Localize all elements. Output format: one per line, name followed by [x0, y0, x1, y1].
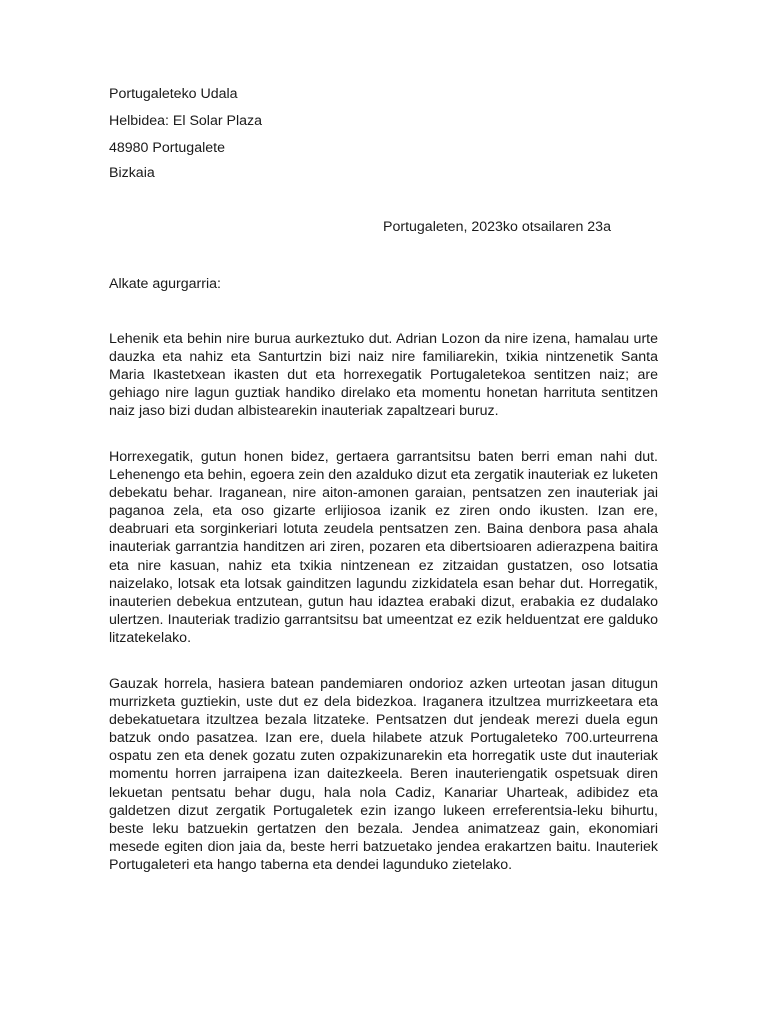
- body-paragraph-3: Gauzak horrela, hasiera batean pandemiaren ondorioz azken urteotan jasan ditugun murrizketa guztiekin, uste dut ez dela bidezkoa. Iraganera itzultzea murrizkeetara eta debekatuetara itzultzea bezala litzateke. Pentsatzen dut jendeak merezi duela egun batzuk ondo pasatzea. Izan ere, duela hilabete atzuk Portugaleteko 700.urteurrena ospatu zen eta denek gozatu zuten ozpakizunarekin eta horregatik uste dut inauteriak momentu horren jarraipena izan daitezkeela. Beren inauteriengatik ospetsuak diren lekuetan pentsatu behar dugu, hala nola Cadiz, Kanariar Uharteak, adibidez eta galdetzen dizut zergatik Portugaletek ezin izango lukeen erreferentsia-leku bihurtu, beste leku batzuekin gertatzen den bezala. Jendea animatzeaz gain, ekonomiari mesede egiten dion jaia da, beste herri batzuetako jendea erakartzen baitu. Inauteriek Portugaleteri eta hango taberna eta dendei lagunduko zietelako.: [109, 676, 658, 873]
- recipient-province: Bizkaia: [109, 165, 155, 181]
- salutation: Alkate agurgarria:: [109, 276, 221, 292]
- letter-date: Portugaleten, 2023ko otsailaren 23a: [383, 219, 611, 235]
- recipient-address: Helbidea: El Solar Plaza: [109, 113, 262, 129]
- body-paragraph-1: Lehenik eta behin nire burua aurkeztuko dut. Adrian Lozon da nire izena, hamalau urte dauzka eta nahiz eta Santurtzin bizi naiz nire familiarekin, txikia nintzenetik Santa Maria Ikastetxean ikasten dut eta horrexegatik Portugaletekoa sentitzen naiz; are gehiago nire lagun guztiak handiko direlako eta momentu honetan harrituta sentitzen naiz jaso bizi dudan albistearekin inauteriak zapaltzeari buruz.: [109, 331, 658, 420]
- recipient-postal-city: 48980 Portugalete: [109, 140, 225, 156]
- recipient-name: Portugaleteko Udala: [109, 86, 238, 102]
- body-paragraph-2: Horrexegatik, gutun honen bidez, gertaera garrantsitsu baten berri eman nahi dut. Lehenengo eta behin, egoera zein den azalduko dizut eta zergatik inauteriak ez luketen debekatu behar. Iraganean, nire aiton-amonen garaian, pentsatzen zen inauteriak jai paganoa zela, eta oso gizarte erlijiosoa izanik ez ziren ondo ikusten. Izan ere, deabruari eta sorginkeriari lotuta zeudela pentsatzen zen. Baina denbora pasa ahala inauteriak garrantzia handitzen ari ziren, pozaren eta dibertsioaren adierazpena baitira eta nire kasuan, nahiz eta txikia nintzenean ez zitzaidan gustatzen, oso lotsatia naizelako, lotsak eta lotsak gainditzen lagundu zizkidatela esan behar dut. Horregatik, inauterien debekua entzutean, gutun hau idaztea erabaki dizut, erabakia ez dudalako ulertzen. Inauteriak tradizio garrantsitsu bat umeentzat ez ezik helduentzat ere galduko litzatekelako.: [109, 449, 658, 646]
